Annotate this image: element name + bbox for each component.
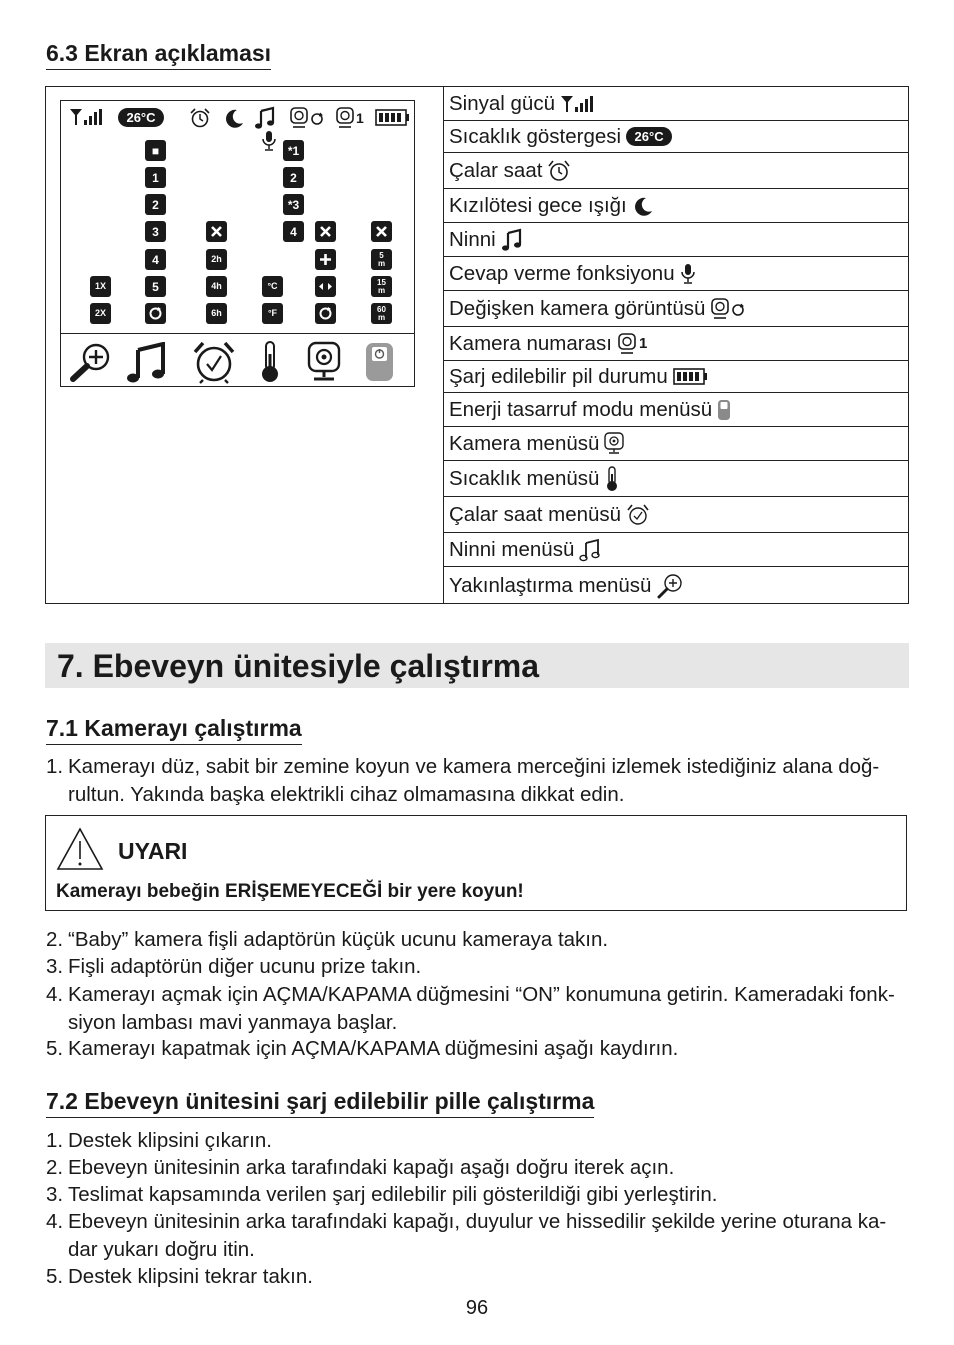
step-text-line: Ebeveyn ünitesinin arka tarafındaki kapağı aşağı doğru iterek açın.: [68, 1156, 675, 1179]
thermometer-icon: [604, 466, 620, 492]
legend-row-lullaby-menu: [444, 533, 908, 567]
legend-label: Ninni menüsü: [449, 537, 575, 561]
camera-remove-tile: [315, 221, 336, 242]
step-text-line: Destek klipsini çıkarın.: [68, 1129, 272, 1152]
temperature-badge-icon: [626, 127, 672, 146]
legend-row-battery: [444, 361, 908, 393]
zoom-menu-icon: [69, 341, 113, 383]
legend-label: Sinyal gücü: [449, 91, 555, 115]
alarm-clock-icon: [189, 107, 211, 129]
music-note-icon: [579, 538, 601, 562]
section-7-1-step-3: [46, 953, 910, 981]
temp-celsius-tile: °C: [262, 276, 283, 297]
legend-label: Değişken kamera görüntüsü: [449, 296, 706, 320]
camera-number-label: 1: [638, 335, 648, 352]
legend-row-temperature-menu: [444, 461, 908, 497]
display-diagram-cell: [46, 87, 444, 603]
moon-icon: [632, 195, 654, 217]
warning-triangle-icon: [56, 827, 104, 871]
legend-row-lullaby: [444, 223, 908, 257]
alarm-menu-icon: [191, 340, 237, 384]
camera-2-tile: 2: [283, 167, 304, 188]
x-icon: [210, 225, 223, 238]
section-7-2-step-4: [46, 1208, 910, 1263]
temp-fahrenheit-tile: °F: [262, 303, 283, 324]
section-7-1-heading: 7.1 Kamerayı çalıştırma: [46, 715, 302, 745]
step-text-line: Kamerayı kapatmak için AÇMA/KAPAMA düğmesini aşağı kaydırın.: [68, 1037, 679, 1060]
legend-label: Çalar saat: [449, 158, 543, 182]
eco-60m-tile: 60 m: [371, 303, 392, 324]
camera-icon: [604, 432, 624, 456]
lullaby-1-tile: 1: [145, 167, 166, 188]
legend-row-alarm: [444, 153, 908, 189]
signal-icon: [69, 107, 103, 127]
cycle-icon: [148, 306, 163, 321]
legend-row-energy-saving: [444, 393, 908, 427]
microphone-icon: [680, 263, 696, 285]
legend-label: Kızılötesi gece ışığı: [449, 193, 627, 217]
step-number: 5.: [46, 1037, 64, 1060]
camera-pan-tile: [315, 276, 336, 297]
step-number: 5.: [46, 1265, 64, 1288]
lullaby-cycle-tile: [145, 303, 166, 324]
alarm-4h-tile: 4h: [206, 276, 227, 297]
zoom-icon: [656, 573, 684, 599]
section-7-heading: 7. Ebeveyn ünitesiyle çalıştırma: [57, 648, 540, 684]
alarm-clock-icon: [626, 503, 650, 527]
section-7-2-heading: 7.2 Ebeveyn ünitesini şarj edilebilir pille çalıştırma: [46, 1088, 594, 1118]
section-7-2-step-3: [46, 1181, 910, 1209]
section-6-3-heading: 6.3 Ekran açıklaması: [46, 40, 271, 70]
legend-row-temperature: [444, 121, 908, 153]
step-text-line: “Baby” kamera fişli adaptörün küçük ucunu kameraya takın.: [68, 928, 609, 951]
lullaby-3-tile: 3: [145, 221, 166, 242]
step-text-line: Kamerayı açmak için AÇMA/KAPAMA düğmesini “ON” konumuna getirin. Kameradaki fonk-: [68, 983, 895, 1006]
step-number: 2.: [46, 928, 64, 951]
step-text-line: Kamerayı düz, sabit bir zemine koyun ve kamera merceğini izlemek istediğiniz alana doğ-: [68, 755, 880, 778]
left-right-icon: [318, 282, 333, 291]
camera-cycle-icon: [710, 297, 746, 321]
section-7-2-step-2: [46, 1154, 910, 1182]
alarm-clock-icon: [547, 159, 571, 183]
step-text-line: Ebeveyn ünitesinin arka tarafındaki kapağı, duyulur ve hissedilir şekilde yerine oturana ka-: [68, 1210, 887, 1233]
x-icon: [375, 225, 388, 238]
lullaby-menu-icon: [125, 342, 169, 384]
camera-number-label: 1: [356, 110, 364, 126]
alarm-6h-tile: 6h: [206, 303, 227, 324]
legend-row-camera-number: [444, 327, 908, 361]
warning-title: UYARI: [118, 838, 188, 864]
step-text-line: dar yukarı doğru itin.: [68, 1237, 255, 1261]
section-7-2-step-1: [46, 1127, 910, 1155]
eco-5m-tile: 5 m: [371, 249, 392, 270]
temperature-badge-text: 26°C: [626, 127, 672, 146]
step-text-line: Fişli adaptörün diğer ucunu prize takın.: [68, 955, 422, 978]
warning-box: [45, 815, 907, 911]
legend-row-alarm-menu: [444, 497, 908, 533]
legend-label: Yakınlaştırma menüsü: [449, 574, 652, 597]
eco-off-tile: [371, 221, 392, 242]
lullaby-stop-tile: ■: [145, 140, 166, 161]
step-number: 1.: [46, 1129, 64, 1152]
camera-number-icon: [617, 332, 647, 356]
camera-cycle-icon: [289, 106, 325, 130]
legend-row-signal: [444, 87, 908, 121]
legend-row-camera-cycle: [444, 291, 908, 327]
signal-icon: [560, 94, 594, 114]
step-number: 3.: [46, 1183, 64, 1206]
section-7-2-step-5: [46, 1263, 910, 1291]
legend-label: Kamera numarası: [449, 331, 612, 355]
zoom-2x-tile: 2X: [90, 303, 111, 324]
display-legend-table: [45, 86, 909, 604]
temperature-badge-icon: 26°C: [118, 108, 164, 127]
thermometer-menu-icon: [256, 340, 284, 384]
legend-label: Enerji tasarruf modu menüsü: [449, 397, 713, 421]
zoom-1x-tile: 1X: [90, 276, 111, 297]
alarm-2h-tile: 2h: [206, 249, 227, 270]
lullaby-4-tile: 4: [145, 249, 166, 270]
alarm-off-tile: [206, 221, 227, 242]
legend-label: Ninni: [449, 227, 496, 251]
legend-label: Kamera menüsü: [449, 431, 600, 455]
camera-number-icon: [335, 106, 357, 130]
legend-label: Sıcaklık göstergesi: [449, 124, 622, 148]
camera-add-tile: [315, 249, 336, 270]
x-icon: [319, 225, 332, 238]
step-number: 1.: [46, 755, 64, 778]
step-number: 4.: [46, 983, 64, 1006]
step-number: 4.: [46, 1210, 64, 1233]
legend-row-talkback: [444, 257, 908, 291]
microphone-icon: [261, 130, 277, 152]
legend-rows: [444, 87, 908, 603]
legend-label: Çalar saat menüsü: [449, 502, 622, 526]
step-number: 2.: [46, 1156, 64, 1179]
camera-3-tile: *3: [283, 194, 304, 215]
cycle-icon: [318, 306, 333, 321]
section-7-1-step-2: [46, 926, 910, 954]
step-number: 3.: [46, 955, 64, 978]
camera-cycle-tile: [315, 303, 336, 324]
legend-label: Şarj edilebilir pil durumu: [449, 364, 668, 388]
camera-4-tile: 4: [283, 221, 304, 242]
music-note-icon: [254, 106, 276, 130]
warning-text: Kamerayı bebeğin ERİŞEMEYECEĞİ bir yere koyun!: [56, 881, 524, 902]
step-text-line: rultun. Yakında başka elektrikli cihaz olmamasına dikkat edin.: [68, 782, 625, 806]
music-note-icon: [501, 228, 523, 252]
section-7-1-step-5: [46, 1035, 910, 1063]
legend-label: Cevap verme fonksiyonu: [449, 261, 675, 285]
display-screen-diagram: [60, 100, 415, 387]
battery-icon: [375, 109, 411, 127]
lullaby-5-tile: 5: [145, 276, 166, 297]
legend-row-camera-menu: [444, 427, 908, 461]
menu-bar: [61, 333, 414, 388]
camera-menu-icon: [306, 341, 342, 383]
page-number: 96: [465, 1297, 489, 1319]
parent-unit-icon: [717, 399, 731, 421]
step-text-line: Destek klipsini tekrar takın.: [68, 1265, 313, 1288]
legend-row-night-light: [444, 189, 908, 223]
legend-label: Sıcaklık menüsü: [449, 466, 600, 490]
legend-row-zoom-menu: [444, 567, 908, 605]
battery-icon: [673, 368, 709, 386]
lullaby-2-tile: 2: [145, 194, 166, 215]
eco-15m-tile: 15 m: [371, 276, 392, 297]
camera-1-tile: *1: [283, 140, 304, 161]
section-7-1-step-4: [46, 981, 910, 1036]
energy-saving-menu-icon: [364, 341, 396, 383]
moon-icon: [223, 107, 245, 129]
plus-icon: [319, 253, 332, 266]
step-text-line: siyon lambası mavi yanmaya başlar.: [68, 1010, 398, 1034]
step-text-line: Teslimat kapsamında verilen şarj edilebilir pili gösterildiği gibi yerleştirin.: [68, 1183, 718, 1206]
section-7-1-step-1: [46, 753, 910, 808]
